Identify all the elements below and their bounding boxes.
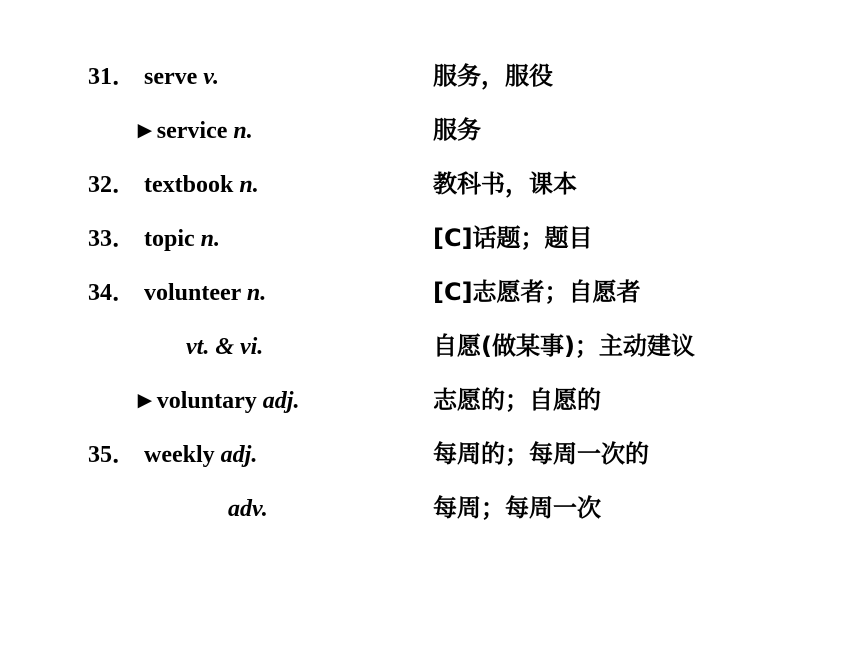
entry-word: serve	[144, 64, 204, 90]
entry-meaning: 每周；每周一次	[433, 494, 601, 522]
entry-term	[228, 494, 268, 524]
entry-part-of-speech: v.	[203, 64, 220, 90]
entry-number: 35．	[88, 442, 136, 468]
entry-word: volunteer	[144, 280, 247, 306]
entry-number: 33．	[88, 226, 136, 252]
entry-part-of-speech: adj.	[220, 442, 258, 468]
entry-word: textbook	[144, 172, 240, 198]
vocab-entry-34	[0, 268, 860, 322]
vocab-entry-31	[0, 52, 860, 106]
entry-term	[133, 116, 253, 146]
entry-word: weekly	[144, 442, 221, 468]
vocabulary-list	[0, 52, 860, 538]
entry-word: service	[156, 118, 234, 144]
entry-word: topic	[144, 226, 201, 252]
entry-term	[88, 440, 257, 470]
vocab-entry-33	[0, 214, 860, 268]
vocab-entry-35	[0, 430, 860, 484]
entry-meaning: 服务，服役	[433, 62, 553, 90]
entry-part-of-speech: adv.	[228, 496, 268, 522]
entry-term	[88, 62, 219, 92]
entry-term	[133, 386, 299, 416]
entry-term	[88, 224, 220, 254]
entry-meaning: 自愿(做某事)；主动建议	[433, 332, 695, 360]
entry-term	[88, 170, 259, 200]
vocab-entry-volunteer-verb	[0, 322, 860, 376]
entry-part-of-speech: n.	[239, 172, 259, 198]
entry-part-of-speech: adj.	[262, 388, 300, 414]
entry-part-of-speech: n.	[233, 118, 253, 144]
vocab-entry-voluntary	[0, 376, 860, 430]
entry-part-of-speech: vt. & vi.	[186, 334, 264, 360]
entry-number: 32．	[88, 172, 136, 198]
entry-meaning: [C]话题；题目	[433, 224, 593, 252]
entry-meaning: 志愿的；自愿的	[433, 386, 601, 414]
entry-meaning: 教科书，课本	[433, 170, 577, 198]
entry-term	[186, 332, 263, 362]
vocab-entry-weekly-adverb	[0, 484, 860, 538]
vocab-entry-32	[0, 160, 860, 214]
entry-word: voluntary	[156, 388, 263, 414]
arrow-bullet-icon: ►	[133, 388, 157, 414]
entry-meaning: [C]志愿者；自愿者	[433, 278, 641, 306]
entry-part-of-speech: n.	[200, 226, 221, 252]
entry-term	[88, 278, 266, 308]
entry-number: 31．	[88, 64, 136, 90]
entry-number: 34．	[88, 280, 136, 306]
arrow-bullet-icon: ►	[133, 118, 157, 144]
vocab-entry-service	[0, 106, 860, 160]
entry-meaning: 每周的；每周一次的	[433, 440, 649, 468]
entry-part-of-speech: n.	[246, 280, 267, 306]
entry-meaning: 服务	[433, 116, 481, 144]
